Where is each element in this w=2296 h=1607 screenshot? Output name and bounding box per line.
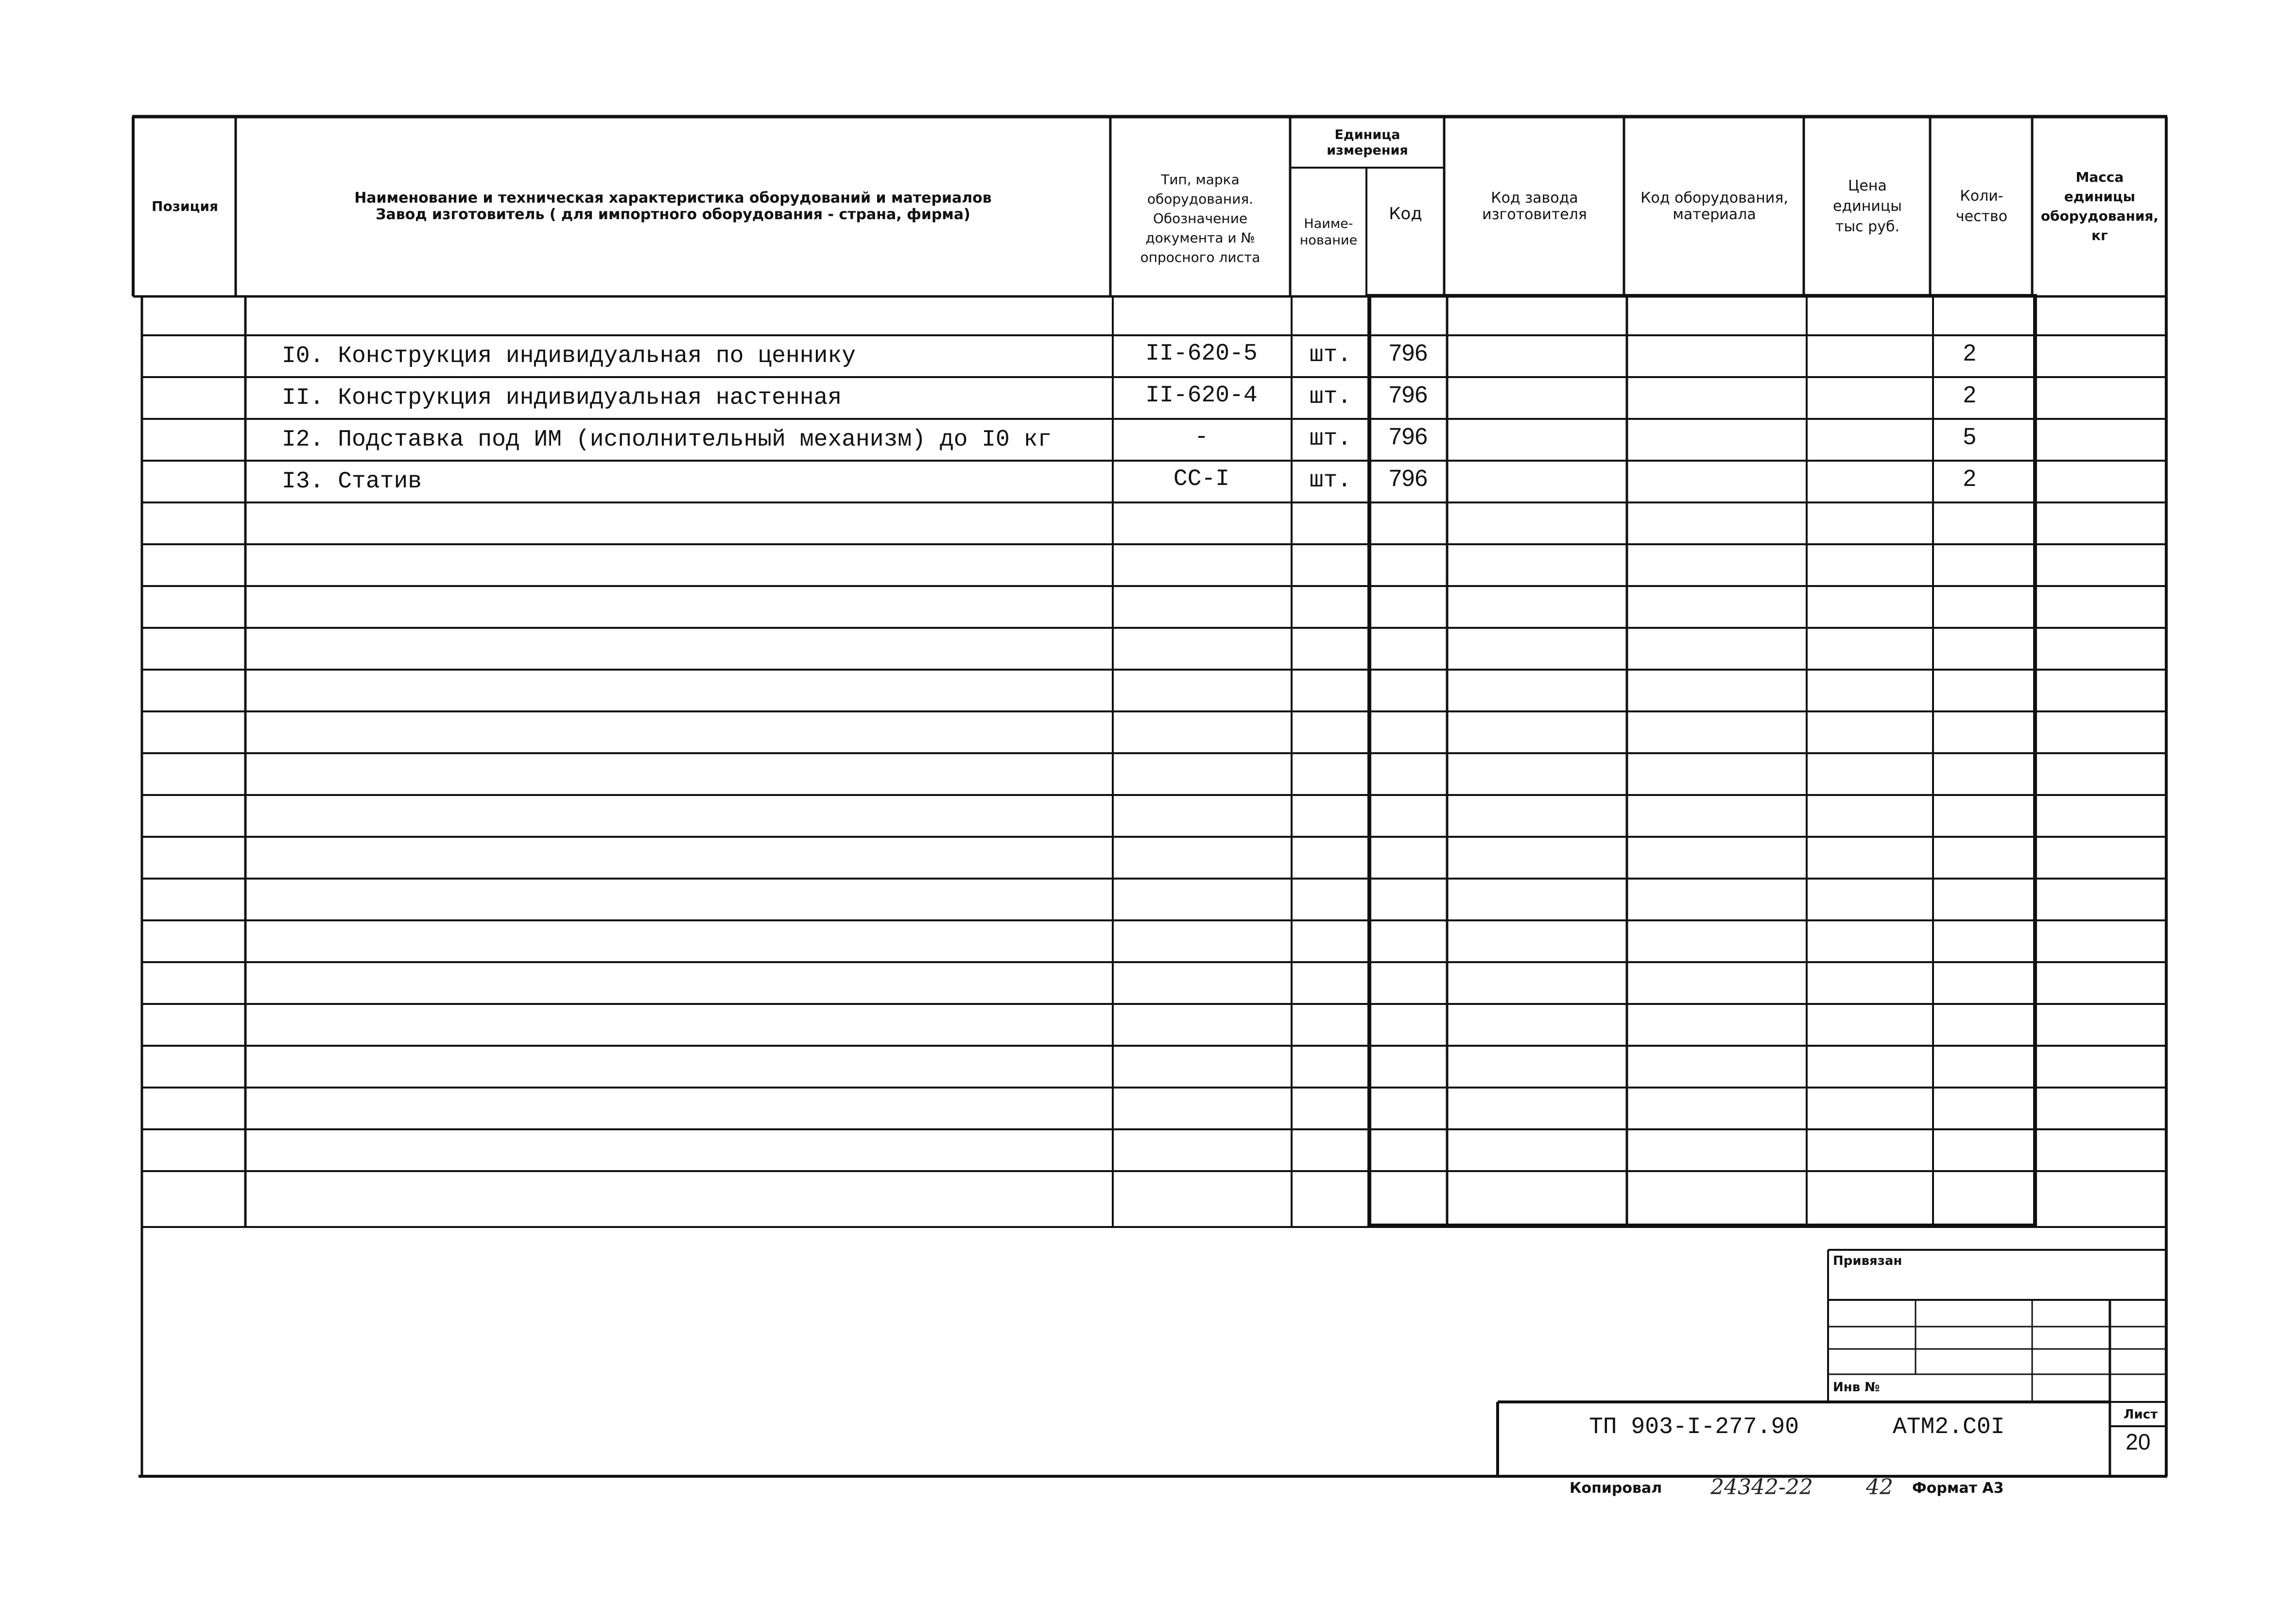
row-name: I2. Подставка под ИМ (исполнительный механизм) до I0 кг [282, 427, 1052, 453]
header-price: Цена единицы тыс руб. [1833, 177, 1902, 235]
row-type: - [1194, 424, 1208, 450]
row-qty: 2 [1963, 466, 1976, 491]
row-name: I3. Статив [282, 468, 422, 495]
header-name: Наименование и техническая характеристика оборудований и материалов Завод изготовитель ( для импортного оборудования - страна, фирма) [354, 190, 992, 223]
row-name: II. Конструкция индивидуальная настенная [282, 385, 842, 411]
inv-label: Инв № [1833, 1380, 1880, 1395]
row-code: 796 [1388, 466, 1428, 491]
copy-page: 42 [1866, 1475, 1893, 1500]
header-factory-code: Код завода изготовителя [1482, 190, 1587, 223]
row-type: II-620-4 [1145, 382, 1258, 409]
header-type: Тип, марка оборудования. Обозначение документа и № опросного листа [1140, 172, 1260, 265]
row-qty: 5 [1963, 424, 1976, 449]
row-unit: шт. [1309, 426, 1352, 452]
sheet-label: Лист [2123, 1407, 2158, 1422]
row-type: II-620-5 [1145, 341, 1258, 367]
row-code: 796 [1388, 340, 1428, 366]
format-label: Формат А3 [1912, 1480, 2004, 1497]
row-name: I0. Конструкция индивидуальная по ценнику [282, 343, 856, 369]
row-qty: 2 [1963, 340, 1976, 366]
copied-label: Копировал [1570, 1480, 1662, 1497]
row-qty: 2 [1963, 382, 1976, 408]
header-quantity: Коли- чество [1955, 188, 2008, 225]
header-unit-code: Код [1389, 204, 1422, 224]
doc-code: ТП 903-I-277.90 [1589, 1414, 1799, 1440]
header-mass: Масса единицы оборудования, кг [2040, 169, 2159, 243]
copy-number: 24342-22 [1710, 1475, 1813, 1500]
row-code: 796 [1388, 424, 1428, 449]
header-position: Позиция [152, 198, 218, 214]
header-unit-name: Наиме- нование [1299, 216, 1358, 248]
row-unit: шт. [1309, 467, 1352, 494]
row-unit: шт. [1309, 342, 1352, 368]
header-unit-group: Единица измерения [1327, 127, 1408, 158]
doc-mark: АТМ2.С0I [1893, 1414, 2005, 1440]
row-unit: шт. [1309, 384, 1352, 410]
row-code: 796 [1388, 382, 1428, 408]
sheet-number: 20 [2125, 1429, 2151, 1454]
bound-label: Привязан [1833, 1254, 1902, 1268]
header-equipment-code: Код оборудования, материала [1640, 190, 1788, 223]
row-type: СС-I [1173, 466, 1230, 492]
